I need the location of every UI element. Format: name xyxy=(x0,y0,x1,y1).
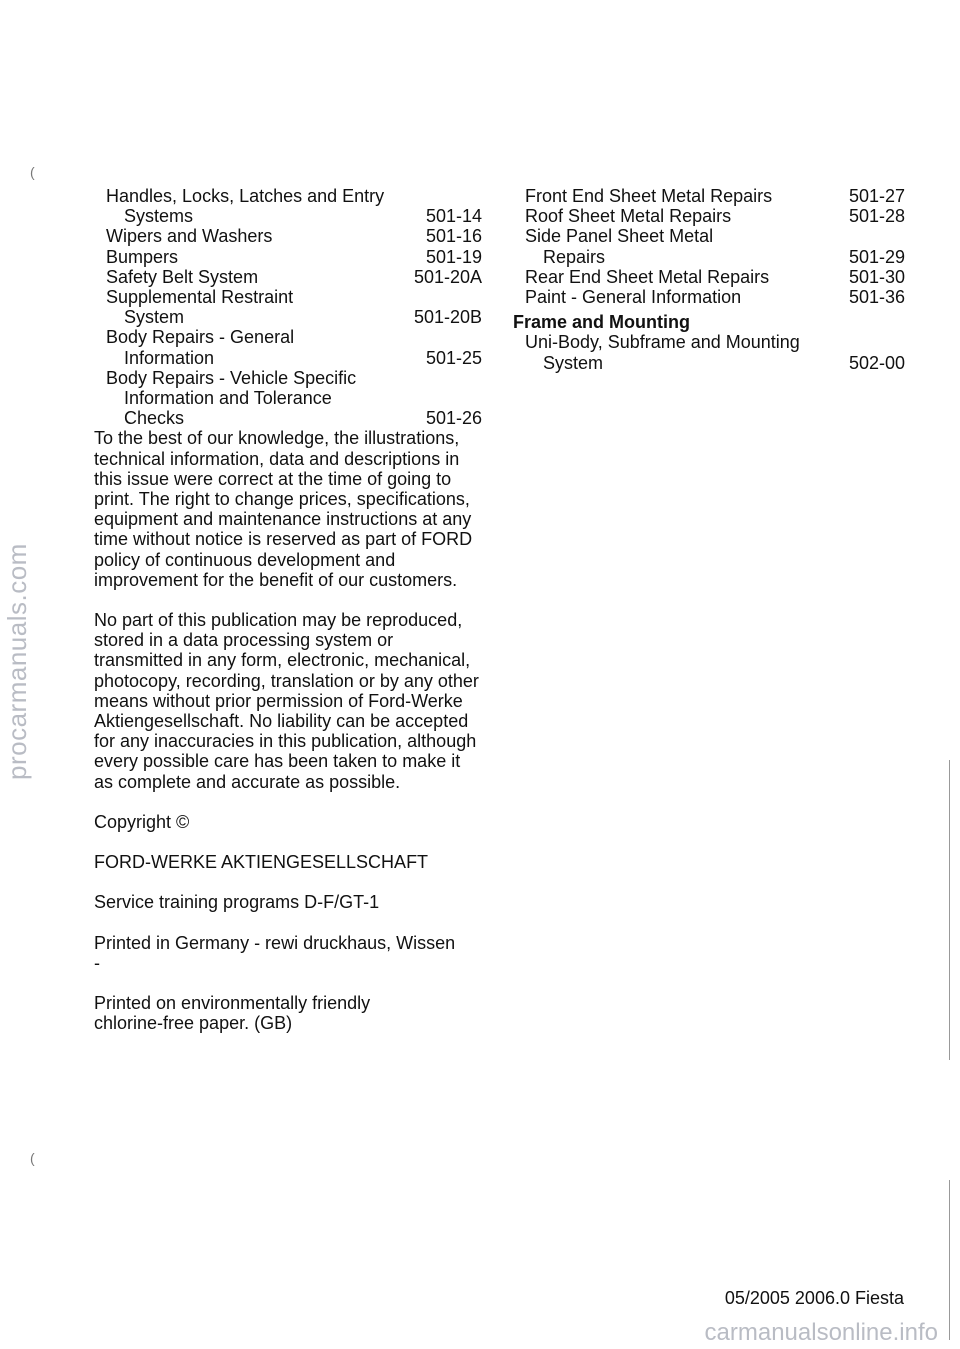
toc-entry xyxy=(94,368,486,429)
scan-mark-top: ( xyxy=(30,164,35,180)
toc-entry-title-line: Wipers and Washers xyxy=(106,226,273,247)
toc-entry-page: 501-30 xyxy=(848,266,905,287)
toc-entry-title-line: Supplemental Restraint xyxy=(106,287,294,308)
toc-entry xyxy=(513,226,905,266)
scan-mark-bottom: ( xyxy=(30,1150,35,1166)
toc-entry-title xyxy=(513,206,905,226)
toc-entry-page: 501-29 xyxy=(848,246,905,267)
toc-entry-title-line: Roof Sheet Metal Repairs xyxy=(525,206,732,227)
toc-entry xyxy=(513,287,905,307)
toc-right-section-list xyxy=(513,332,905,372)
toc-entry-page: 501-36 xyxy=(848,287,905,308)
printed-in-dash: - xyxy=(94,952,100,973)
toc-entry-title-line: Front End Sheet Metal Repairs xyxy=(525,186,773,206)
footer-edition: 05/2005 2006.0 Fiesta xyxy=(724,1288,904,1308)
toc-entry-page: 501-28 xyxy=(848,206,905,227)
toc-entry xyxy=(513,267,905,287)
toc-entry-title-line: Information xyxy=(124,347,215,368)
toc-entry-title xyxy=(513,287,905,307)
toc-entry-title xyxy=(513,186,905,206)
toc-entry-title-line: Uni-Body, Subframe and Mounting xyxy=(525,332,800,353)
toc-entry-title-line: Bumpers xyxy=(106,246,179,267)
toc-entry xyxy=(513,206,905,226)
toc-entry-title-line: Side Panel Sheet Metal xyxy=(525,226,714,247)
toc-entry-title-line: System xyxy=(543,352,604,373)
toc-right-list xyxy=(513,186,905,307)
toc-entry-title-line: Information and Tolerance xyxy=(124,388,332,409)
toc-entry-page: 501-16 xyxy=(425,226,482,247)
toc-entry-title-line: System xyxy=(124,307,185,328)
toc-entry-title xyxy=(513,226,905,266)
toc-entry xyxy=(94,327,486,367)
toc-entry-title-line: Safety Belt System xyxy=(106,266,259,287)
toc-entry-page: 501-20A xyxy=(413,266,482,287)
toc-entry-title-line: Systems xyxy=(124,206,194,227)
toc-entry-page: 501-27 xyxy=(848,186,905,206)
copyright-line: Copyright © xyxy=(94,811,190,832)
toc-entry-title xyxy=(513,267,905,287)
toc-entry-page: 501-14 xyxy=(425,206,482,227)
toc-entry xyxy=(94,186,486,226)
section-heading: Frame and Mounting xyxy=(513,312,690,333)
paper-note: Printed on environmentally friendly chlorine-free paper. (GB) xyxy=(94,992,371,1034)
right-column xyxy=(513,186,905,373)
disclaimer-paragraph: To the best of our knowledge, the illustrations, technical information, data and descriptions in this issue were correct at the time of going to print. The right to change prices, specifications, equipment and maintenance instructions at any time without notice is reserved as part of FORD policy of continuous development and improvement for the benefit of our customers. xyxy=(94,428,473,590)
training-program: Service training programs D-F/GT-1 xyxy=(94,892,380,913)
toc-entry xyxy=(94,247,486,267)
toc-entry-title-line: Rear End Sheet Metal Repairs xyxy=(525,266,770,287)
company-name: FORD-WERKE AKTIENGESELLSCHAFT xyxy=(94,852,429,873)
toc-entry xyxy=(94,226,486,246)
toc-entry xyxy=(513,186,905,206)
toc-left-list xyxy=(94,186,486,428)
printed-in-line: Printed in Germany - rewi druckhaus, Wissen xyxy=(94,932,456,953)
toc-entry-title xyxy=(513,332,905,372)
toc-entry-title-line: Body Repairs - Vehicle Specific xyxy=(106,367,357,388)
toc-entry-page: 501-25 xyxy=(425,347,482,368)
scan-edge-line xyxy=(949,760,950,1060)
toc-entry-page: 501-26 xyxy=(425,408,482,429)
toc-entry xyxy=(513,332,905,372)
side-watermark: procarmanuals.com xyxy=(2,543,32,780)
toc-entry-title-line: Checks xyxy=(124,408,185,429)
bottom-watermark: carmanualsonline.info xyxy=(704,1319,938,1346)
scan-edge-line-lower xyxy=(949,1180,950,1340)
rights-paragraph: No part of this publication may be reproduced, stored in a data processing system or transmitted in any form, electronic, mechanical, photocopy, recording, translation or by any other means without prior permission of Ford-Werke Aktiengesellschaft. No liability can be accepted for any inaccuracies in this publication, although every possible care has been taken to make it as complete and accurate as possible. xyxy=(94,610,479,792)
toc-entry-title-line: Repairs xyxy=(543,246,606,267)
toc-entry-title-line: Paint - General Information xyxy=(525,287,742,308)
toc-entry-page: 502-00 xyxy=(848,352,905,373)
toc-entry-page: 501-19 xyxy=(425,246,482,267)
toc-entry-title-line: Body Repairs - General xyxy=(106,327,295,348)
toc-entry xyxy=(94,287,486,327)
toc-entry-page: 501-20B xyxy=(413,307,482,328)
left-column xyxy=(94,186,486,1053)
toc-entry-title-line: Handles, Locks, Latches and Entry xyxy=(106,186,385,206)
toc-entry xyxy=(94,267,486,287)
